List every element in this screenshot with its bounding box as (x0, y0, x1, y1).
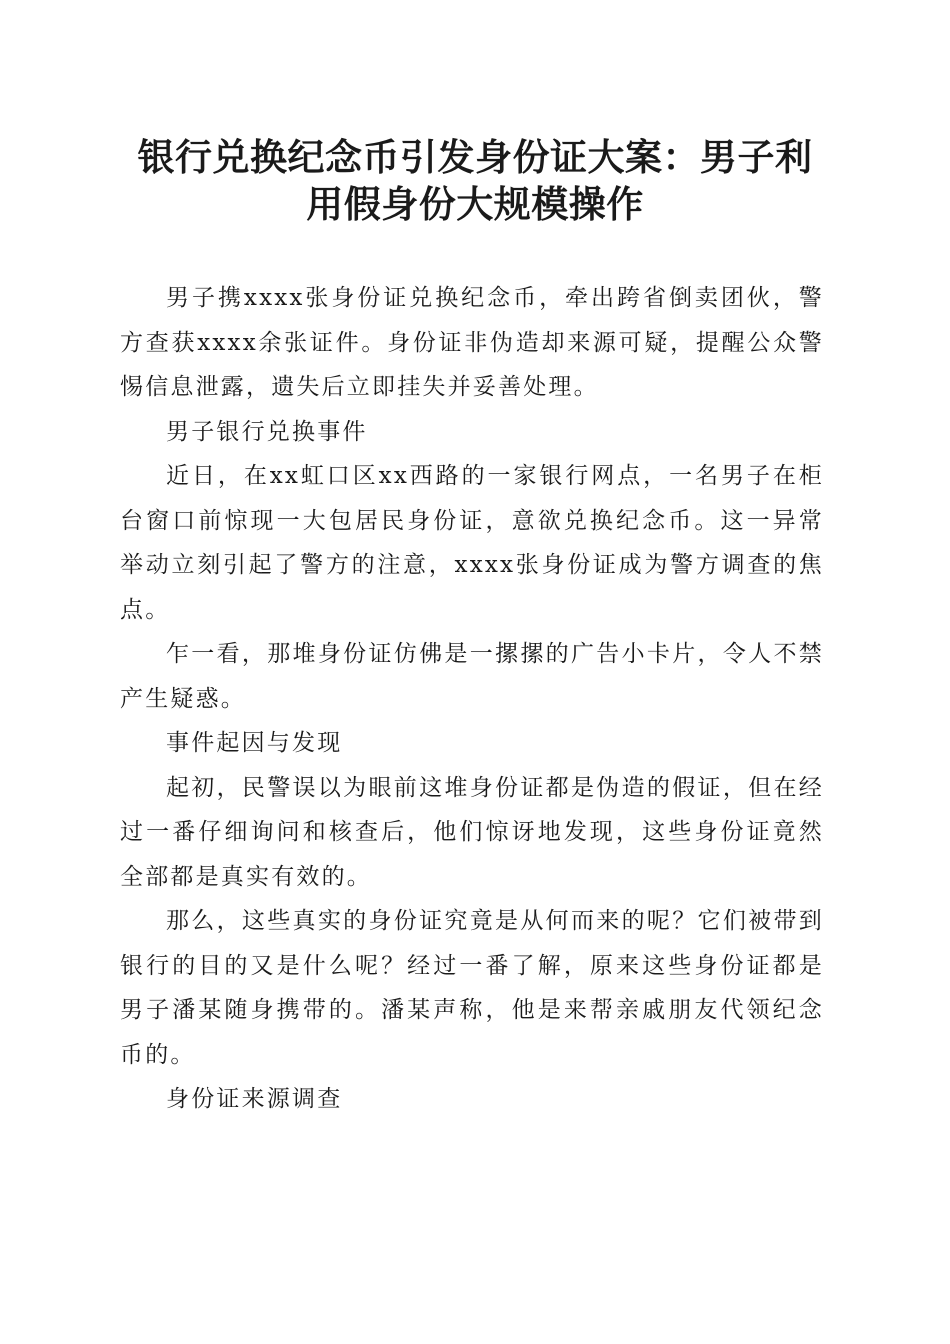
section-heading-id-source: 身份证来源调查 (166, 1086, 343, 1112)
section-heading-cause-discovery: 事件起因与发现 (166, 730, 343, 756)
paragraph-first-look: 乍一看，那堆身份证仿佛是一摞摞的广告小卡片，令人不禁产生疑惑。 (120, 641, 824, 712)
paragraph-origin-question: 那么，这些真实的身份证究竟是从何而来的呢？它们被带到银行的目的又是什么呢？经过一番了解，原来这些身份证都是男子潘某随身携带的。潘某声称，他是来帮亲戚朋友代领纪念币的。 (120, 908, 824, 1068)
section-heading-bank-exchange: 男子银行兑换事件 (166, 418, 368, 445)
paragraph-bank-incident: 近日，在xx虹口区xx西路的一家银行网点，一名男子在柜台窗口前惊现一大包居民身份证，意欲兑换纪念币。这一异常举动立刻引起了警方的注意，xxxx张身份证成为警方调查的焦点。 (120, 463, 824, 623)
paragraph-verification: 起初，民警误以为眼前这堆身份证都是伪造的假证，但在经过一番仔细询问和核查后，他们惊讶地发现，这些身份证竟然全部都是真实有效的。 (120, 774, 824, 890)
document-body (120, 276, 824, 1122)
paragraph-intro: 男子携xxxx张身份证兑换纪念币，牵出跨省倒卖团伙，警方查获xxxx余张证件。身份证非伪造却来源可疑，提醒公众警惕信息泄露，遗失后立即挂失并妥善处理。 (120, 285, 824, 400)
document-title: 银行兑换纪念币引发身份证大案：男子利用假身份大规模操作 (137, 135, 813, 226)
